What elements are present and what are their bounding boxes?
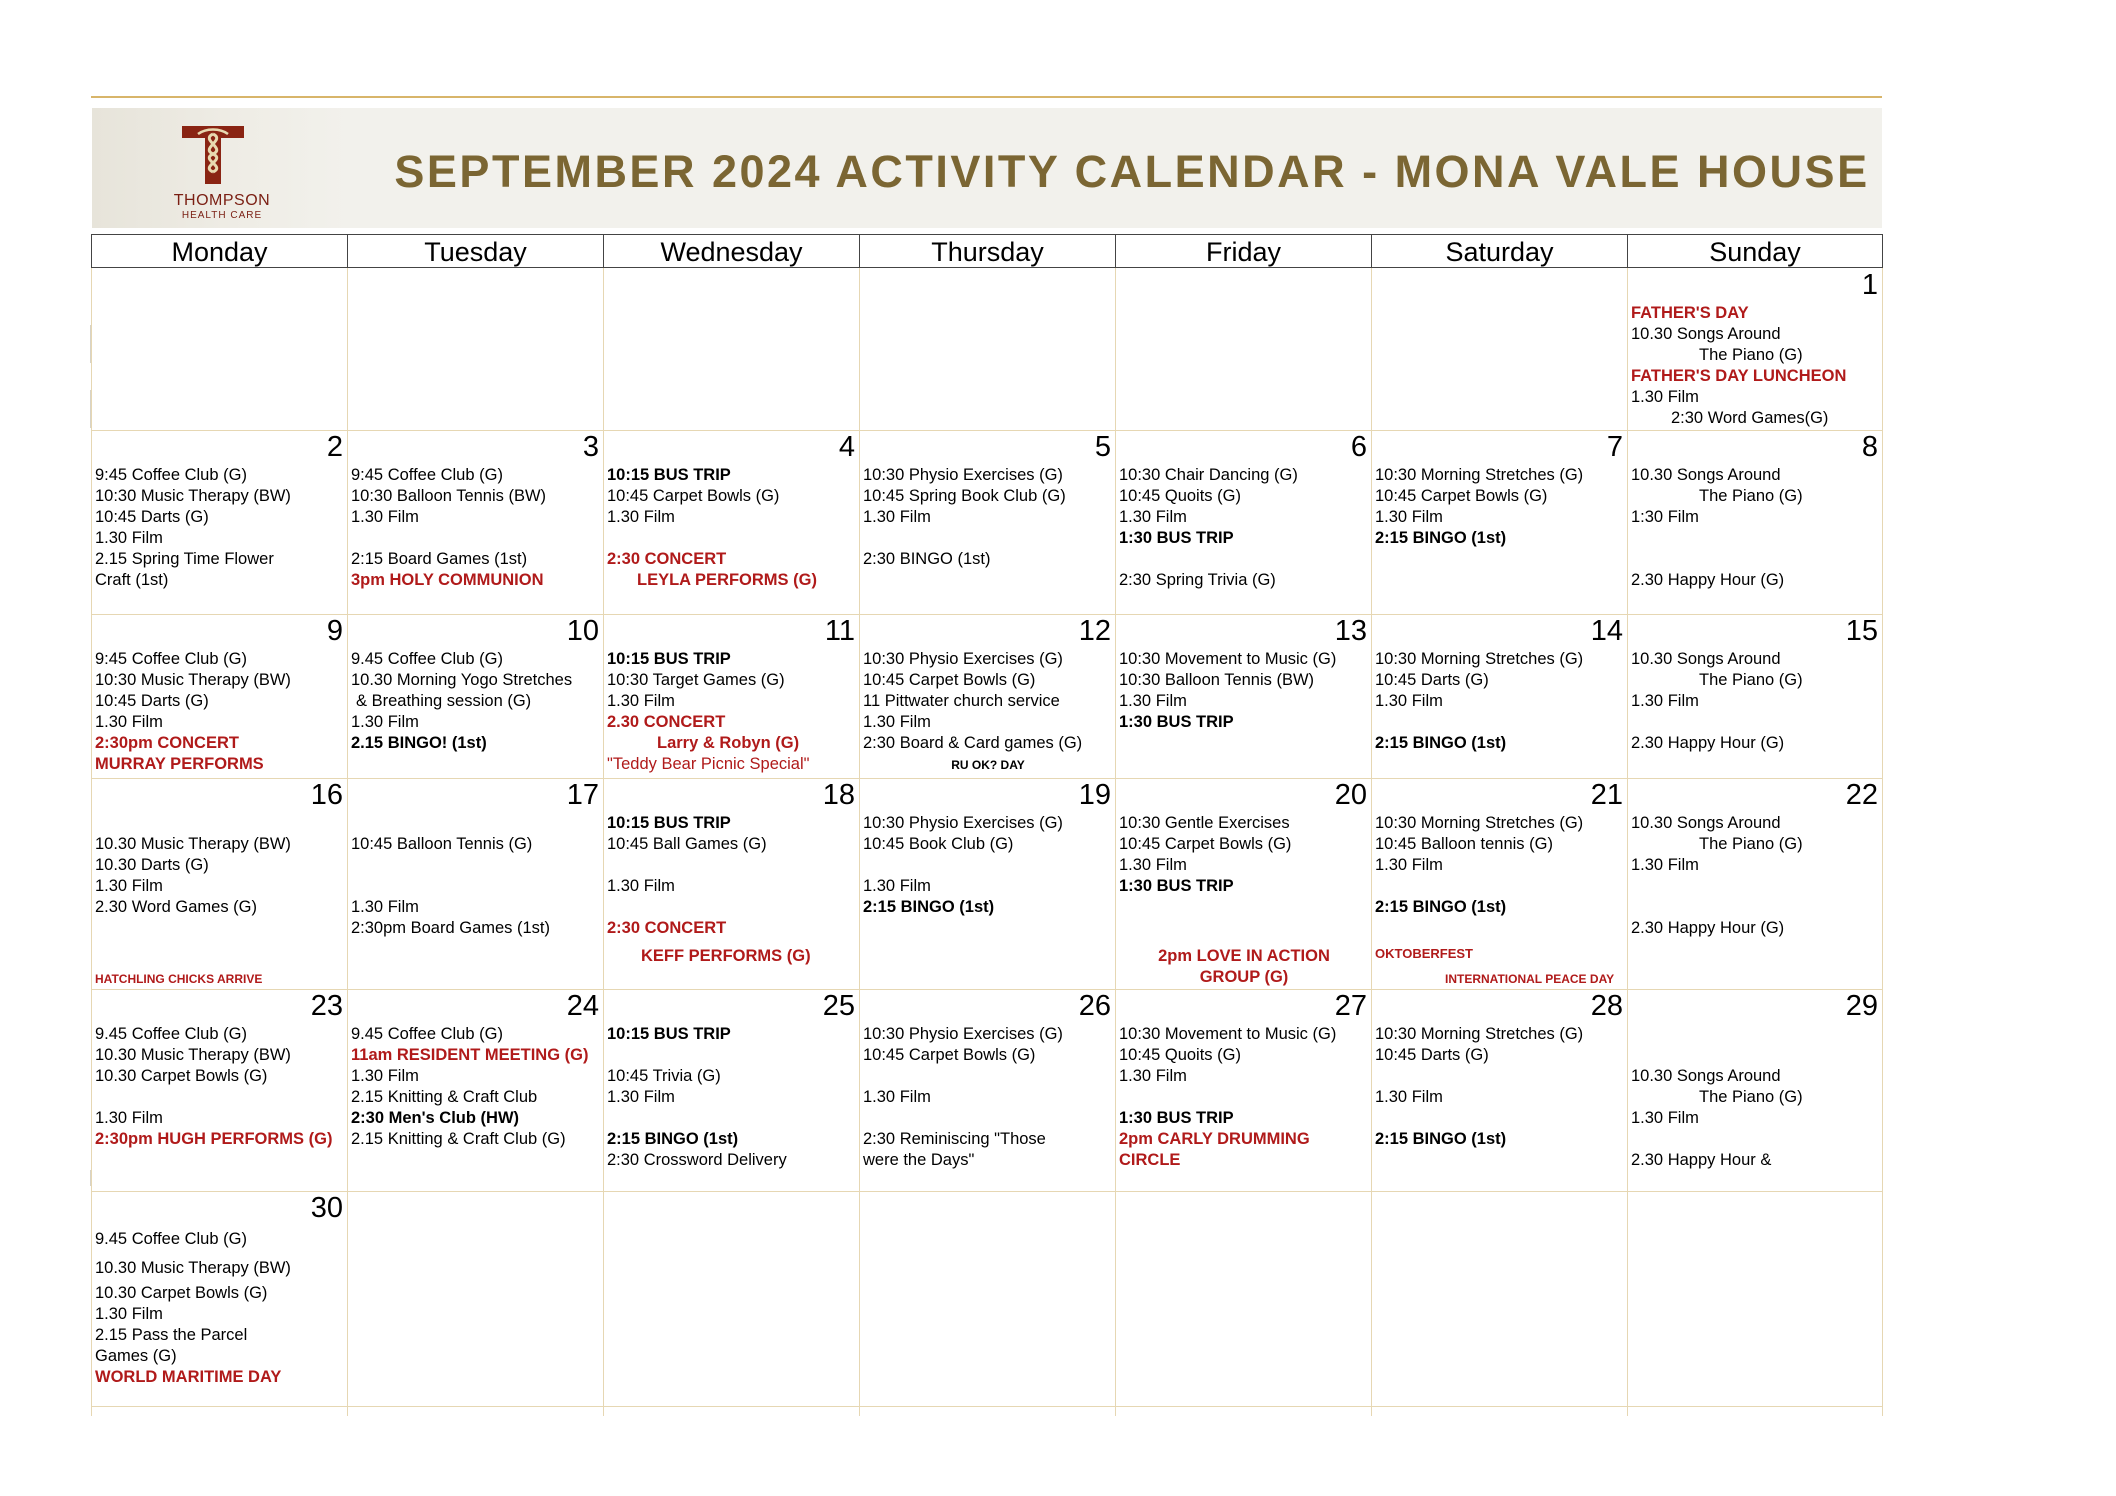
activity: 10:30 Balloon Tennis (BW) — [1119, 671, 1315, 689]
activity: 1.30 Film — [1631, 856, 1699, 874]
activity: 10:30 Movement to Music (G) — [1119, 650, 1337, 668]
activity: 2.15 Knitting & Craft Club (G) — [351, 1130, 566, 1148]
activity: 2:30pm CONCERT — [95, 734, 239, 752]
activity: 10:45 Carpet Bowls (G) — [1375, 487, 1548, 505]
activity: 9:45 Coffee Club (G) — [95, 466, 247, 484]
day-number: 18 — [822, 779, 855, 811]
activity: 2.15 Knitting & Craft Club — [351, 1088, 538, 1106]
day-number: 17 — [566, 779, 599, 811]
activity: 1.30 Film — [1375, 856, 1443, 874]
day-number: 23 — [310, 990, 343, 1022]
activity: 1.30 Film — [607, 692, 675, 710]
activity: 1.30 Film — [351, 508, 419, 526]
activity: 1.30 Film — [95, 713, 163, 731]
activity: 10.30 Music Therapy (BW) — [95, 1046, 291, 1064]
activity: 10.30 Songs Around — [1631, 1067, 1781, 1085]
weekday-header-row — [91, 234, 1883, 268]
day-number: 29 — [1845, 990, 1878, 1022]
page-title: SEPTEMBER 2024 ACTIVITY CALENDAR - MONA VALE HOUSE — [394, 146, 1870, 197]
weekday-thursday: Thursday — [860, 235, 1116, 267]
weekday-sunday: Sunday — [1628, 235, 1883, 267]
activity: 10.30 Darts (G) — [95, 856, 209, 874]
day-cell-6 — [1115, 430, 1371, 614]
activity: Craft (1st) — [95, 571, 169, 589]
activity: 2.30 Happy Hour (G) — [1631, 734, 1785, 752]
activity: 2:15 Board Games (1st) — [351, 550, 528, 568]
activity: 2:30 Word Games(G) — [1671, 409, 1829, 427]
activity: 1:30 BUS TRIP — [1119, 1109, 1234, 1127]
weekday-saturday: Saturday — [1372, 235, 1628, 267]
activity: The Piano (G) — [1699, 835, 1803, 853]
activity: 10:45 Trivia (G) — [607, 1067, 721, 1085]
day-number: 13 — [1334, 615, 1367, 647]
day-cell-14 — [1371, 614, 1627, 778]
activity: HATCHLING CHICKS ARRIVE — [95, 972, 263, 986]
activity: 10:45 Carpet Bowls (G) — [607, 487, 780, 505]
day-cell-20 — [1115, 778, 1371, 989]
activity: 2:30 Spring Trivia (G) — [1119, 571, 1276, 589]
day-number: 30 — [310, 1192, 343, 1224]
activity: Larry & Robyn (G) — [657, 734, 800, 752]
activity: 9.45 Coffee Club (G) — [351, 650, 503, 668]
day-number: 14 — [1590, 615, 1623, 647]
logo-name: THOMPSON — [173, 192, 271, 209]
day-number: 24 — [566, 990, 599, 1022]
day-cell-17 — [347, 778, 603, 989]
activity: INTERNATIONAL PEACE DAY — [1445, 972, 1615, 986]
activity: 1.30 Film — [1119, 508, 1187, 526]
activity: GROUP (G) — [1199, 968, 1289, 986]
day-cell-1 — [1627, 268, 1882, 430]
activity: 10:45 Balloon tennis (G) — [1375, 835, 1553, 853]
activity: 11 Pittwater church service — [863, 692, 1060, 710]
activity: 1.30 Film — [863, 1088, 931, 1106]
activity: 10.30 Songs Around — [1631, 814, 1781, 832]
caduceus-t-icon — [178, 120, 248, 186]
activity: 2:30pm Board Games (1st) — [351, 919, 550, 937]
activity: 10:15 BUS TRIP — [607, 1025, 731, 1043]
activity: 2:15 BINGO (1st) — [863, 898, 995, 916]
day-cell-21 — [1371, 778, 1627, 989]
activity: 1.30 Film — [863, 508, 931, 526]
activity: The Piano (G) — [1699, 346, 1803, 364]
day-number: 21 — [1590, 779, 1623, 811]
activity: 10:30 Morning Stretches (G) — [1375, 814, 1584, 832]
day-cell-24 — [347, 989, 603, 1191]
activity: 2:30 Board & Card games (G) — [863, 734, 1083, 752]
activity: 1.30 Film — [351, 1067, 419, 1085]
day-cell-11 — [603, 614, 859, 778]
activity: MURRAY PERFORMS — [95, 755, 264, 773]
activity: The Piano (G) — [1699, 487, 1803, 505]
activity: 9:45 Coffee Club (G) — [351, 466, 503, 484]
day-number: 27 — [1334, 990, 1367, 1022]
activity: 2:30 Crossword Delivery — [607, 1151, 787, 1169]
day-number: 19 — [1078, 779, 1111, 811]
activity: 10:15 BUS TRIP — [607, 650, 731, 668]
activity: were the Days" — [863, 1151, 975, 1169]
day-number: 10 — [566, 615, 599, 647]
day-number: 5 — [1094, 431, 1111, 463]
activity: 1.30 Film — [607, 877, 675, 895]
day-number: 2 — [326, 431, 343, 463]
day-number: 9 — [326, 615, 343, 647]
activity: 10.30 Carpet Bowls (G) — [95, 1284, 268, 1302]
activity: 2:30pm HUGH PERFORMS (G) — [95, 1130, 333, 1148]
activity: 1.30 Film — [1375, 1088, 1443, 1106]
activity: 10:45 Carpet Bowls (G) — [863, 671, 1036, 689]
activity: 10.30 Carpet Bowls (G) — [95, 1067, 268, 1085]
activity: 10.30 Songs Around — [1631, 466, 1781, 484]
activity: 1.30 Film — [863, 713, 931, 731]
calendar-header — [92, 108, 1882, 228]
day-number: 11 — [824, 615, 855, 647]
activity: 3pm HOLY COMMUNION — [351, 571, 544, 589]
activity: 1.30 Film — [351, 713, 419, 731]
activity: 10.30 Songs Around — [1631, 325, 1781, 343]
activity: 1.30 Film — [95, 1109, 163, 1127]
activity: 10:30 Physio Exercises (G) — [863, 650, 1063, 668]
activity: 1:30 BUS TRIP — [1119, 877, 1234, 895]
activity: 10:30 Gentle Exercises — [1119, 814, 1290, 832]
day-number: 15 — [1845, 615, 1878, 647]
day-cell-13 — [1115, 614, 1371, 778]
day-cell-28 — [1371, 989, 1627, 1191]
activity: 10.30 Songs Around — [1631, 650, 1781, 668]
activity: 10:45 Carpet Bowls (G) — [863, 1046, 1036, 1064]
activity: 10:45 Ball Games (G) — [607, 835, 767, 853]
activity: 2.30 Happy Hour (G) — [1631, 571, 1785, 589]
activity: WORLD MARITIME DAY — [95, 1368, 282, 1386]
activity: 10:30 Morning Stretches (G) — [1375, 1025, 1584, 1043]
day-cell-10 — [347, 614, 603, 778]
day-cell-15 — [1627, 614, 1882, 778]
calendar-grid — [91, 268, 1882, 1411]
activity: CIRCLE — [1119, 1151, 1181, 1169]
activity: 10:30 Target Games (G) — [607, 671, 785, 689]
day-number: 16 — [310, 779, 343, 811]
activity: The Piano (G) — [1699, 1088, 1803, 1106]
activity: 9.45 Coffee Club (G) — [95, 1230, 247, 1248]
activity: 2:15 BINGO (1st) — [1375, 734, 1507, 752]
activity: 2:15 BINGO (1st) — [607, 1130, 739, 1148]
activity: 10:30 Chair Dancing (G) — [1119, 466, 1298, 484]
activity: 10:45 Darts (G) — [95, 508, 209, 526]
logo-subtitle: HEALTH CARE — [181, 210, 263, 221]
activity: 2:30 Reminiscing "Those — [863, 1130, 1046, 1148]
day-cell-18 — [603, 778, 859, 989]
activity: 1.30 Film — [1631, 388, 1699, 406]
activity: 11am RESIDENT MEETING (G) — [351, 1046, 589, 1064]
activity: 1.30 Film — [1631, 692, 1699, 710]
activity: 10:30 Physio Exercises (G) — [863, 466, 1063, 484]
activity: 1:30 BUS TRIP — [1119, 529, 1234, 547]
day-number: 1 — [1861, 269, 1878, 301]
day-cell-3 — [347, 430, 603, 614]
activity: The Piano (G) — [1699, 671, 1803, 689]
day-number: 28 — [1590, 990, 1623, 1022]
activity: 10:15 BUS TRIP — [607, 814, 731, 832]
day-number: 4 — [838, 431, 855, 463]
activity: 10:30 Balloon Tennis (BW) — [351, 487, 547, 505]
weekday-tuesday: Tuesday — [348, 235, 604, 267]
activity: 2.15 Pass the Parcel — [95, 1326, 248, 1344]
activity: 10:45 Book Club (G) — [863, 835, 1014, 853]
activity: 9.45 Coffee Club (G) — [95, 1025, 247, 1043]
activity: 10:45 Darts (G) — [1375, 671, 1489, 689]
day-number: 8 — [1861, 431, 1878, 463]
activity: LEYLA PERFORMS (G) — [637, 571, 817, 589]
day-cell-19 — [859, 778, 1115, 989]
activity: FATHER'S DAY — [1631, 304, 1749, 322]
activity: 2:15 BINGO (1st) — [1375, 1130, 1507, 1148]
activity: 2.15 Spring Time Flower — [95, 550, 274, 568]
activity: 1:30 Film — [1631, 508, 1699, 526]
activity: 10:45 Quoits (G) — [1119, 1046, 1241, 1064]
day-number: 26 — [1078, 990, 1111, 1022]
activity: 9:45 Coffee Club (G) — [95, 650, 247, 668]
day-cell-22 — [1627, 778, 1882, 989]
day-cell-29 — [1627, 989, 1882, 1191]
day-cell-16 — [91, 778, 347, 989]
activity: 2.30 CONCERT — [607, 713, 726, 731]
activity: 10:45 Spring Book Club (G) — [863, 487, 1066, 505]
activity: 10:30 Morning Stretches (G) — [1375, 466, 1584, 484]
activity: "Teddy Bear Picnic Special" — [607, 755, 810, 773]
activity: 10:30 Music Therapy (BW) — [95, 487, 291, 505]
activity: 2:30 CONCERT — [607, 919, 727, 937]
day-cell-7 — [1371, 430, 1627, 614]
weekday-wednesday: Wednesday — [604, 235, 860, 267]
top-rule — [91, 96, 1882, 98]
activity: 1.30 Film — [351, 898, 419, 916]
day-number: 22 — [1845, 779, 1878, 811]
day-cell-26 — [859, 989, 1115, 1191]
day-cell-25 — [603, 989, 859, 1191]
activity: 9.45 Coffee Club (G) — [351, 1025, 503, 1043]
activity: 10:30 Physio Exercises (G) — [863, 1025, 1063, 1043]
day-number: 25 — [822, 990, 855, 1022]
activity: 10:30 Physio Exercises (G) — [863, 814, 1063, 832]
activity: 1.30 Film — [1119, 692, 1187, 710]
activity: 2pm LOVE IN ACTION — [1158, 947, 1330, 965]
activity: 1.30 Film — [95, 529, 163, 547]
activity: 1.30 Film — [1375, 508, 1443, 526]
activity: 1.30 Film — [1375, 692, 1443, 710]
activity: 1.30 Film — [95, 1305, 163, 1323]
day-cell-5 — [859, 430, 1115, 614]
activity: 10.30 Music Therapy (BW) — [95, 1259, 291, 1277]
activity: OKTOBERFEST — [1375, 946, 1473, 961]
day-number: 20 — [1334, 779, 1367, 811]
day-cell-8 — [1627, 430, 1882, 614]
activity: 10:45 Quoits (G) — [1119, 487, 1241, 505]
activity: 2:30 CONCERT — [607, 550, 727, 568]
activity: 10:45 Balloon Tennis (G) — [351, 835, 533, 853]
activity: 1.30 Film — [95, 877, 163, 895]
activity: 10:30 Music Therapy (BW) — [95, 671, 291, 689]
day-cell-4 — [603, 430, 859, 614]
activity: 10:45 Darts (G) — [1375, 1046, 1489, 1064]
activity: 1.30 Film — [863, 877, 931, 895]
day-cell-27 — [1115, 989, 1371, 1191]
activity: 10:15 BUS TRIP — [607, 466, 731, 484]
activity: 10:45 Darts (G) — [95, 692, 209, 710]
activity: 2.30 Word Games (G) — [95, 898, 257, 916]
activity: RU OK? DAY — [951, 758, 1025, 772]
day-number: 7 — [1606, 431, 1623, 463]
activity: 1.30 Film — [1119, 856, 1187, 874]
activity: 2.30 Happy Hour & — [1631, 1151, 1772, 1169]
day-number: 12 — [1078, 615, 1111, 647]
activity: & Breathing session (G) — [356, 692, 532, 710]
activity: 1.30 Film — [607, 1088, 675, 1106]
activity: 10.30 Music Therapy (BW) — [95, 835, 291, 853]
activity: 10:30 Movement to Music (G) — [1119, 1025, 1337, 1043]
day-cell-12 — [859, 614, 1115, 778]
activity: 1.30 Film — [1631, 1109, 1699, 1127]
day-cell-30 — [91, 1191, 347, 1406]
day-cell-2 — [91, 430, 347, 614]
activity: Games (G) — [95, 1347, 177, 1365]
activity: FATHER'S DAY LUNCHEON — [1631, 367, 1847, 385]
activity: 10:30 Morning Stretches (G) — [1375, 650, 1584, 668]
activity: 2:30 Men's Club (HW) — [351, 1109, 520, 1127]
activity: 1.30 Film — [607, 508, 675, 526]
weekday-monday: Monday — [92, 235, 348, 267]
activity: 1:30 BUS TRIP — [1119, 713, 1234, 731]
activity: 2:15 BINGO (1st) — [1375, 529, 1507, 547]
thompson-logo — [92, 108, 350, 228]
activity: KEFF PERFORMS (G) — [641, 947, 811, 965]
day-cell-23 — [91, 989, 347, 1191]
activity: 2:30 BINGO (1st) — [863, 550, 991, 568]
activity: 10:45 Carpet Bowls (G) — [1119, 835, 1292, 853]
day-number: 6 — [1350, 431, 1367, 463]
activity: 10.30 Morning Yogo Stretches — [351, 671, 573, 689]
activity: 1.30 Film — [1119, 1067, 1187, 1085]
day-number: 3 — [582, 431, 599, 463]
activity: 2:15 BINGO (1st) — [1375, 898, 1507, 916]
activity: 2.15 BINGO! (1st) — [351, 734, 487, 752]
day-cell-9 — [91, 614, 347, 778]
activity: 2.30 Happy Hour (G) — [1631, 919, 1785, 937]
activity: 2pm CARLY DRUMMING — [1119, 1130, 1310, 1148]
weekday-friday: Friday — [1116, 235, 1372, 267]
